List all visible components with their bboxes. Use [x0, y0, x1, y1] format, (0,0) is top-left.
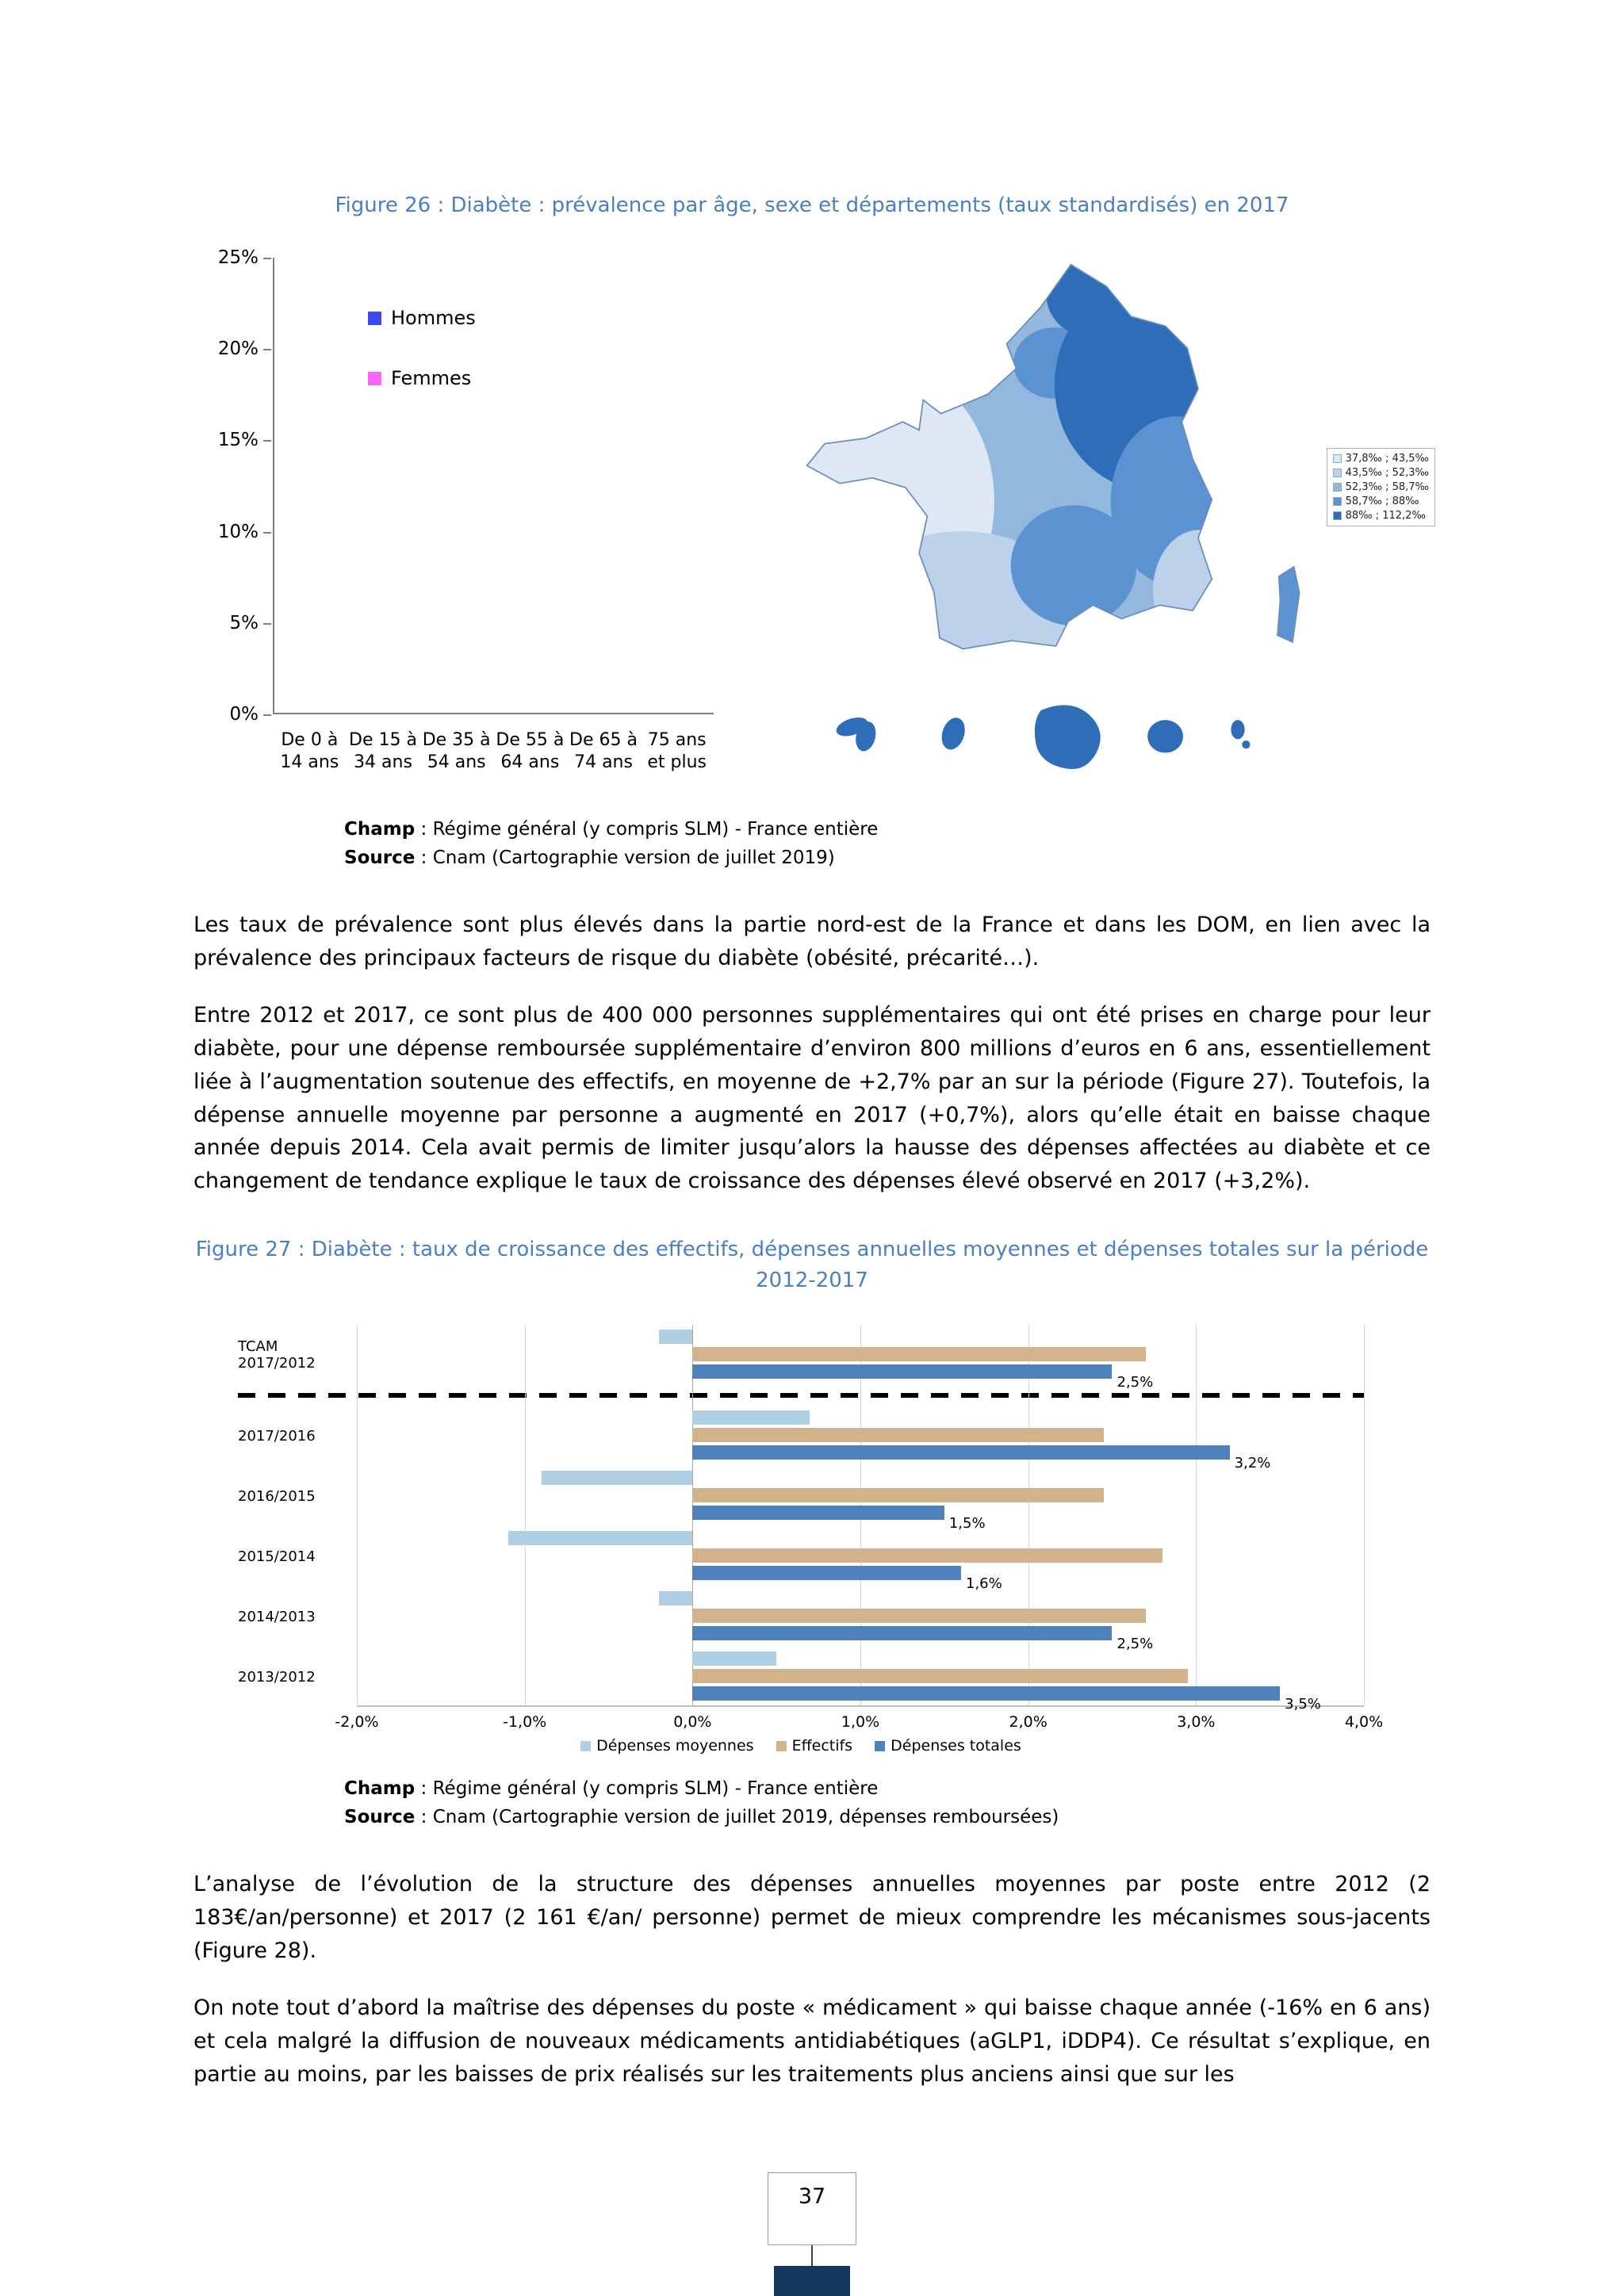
map-legend-swatch	[1333, 454, 1342, 463]
fig26-map	[717, 248, 1431, 795]
x-axis-tick: -1,0%	[503, 1713, 547, 1732]
x-axis-label: De 65 à 74 ans	[569, 729, 638, 773]
row-label: TCAM 2017/2012	[238, 1338, 316, 1372]
source-label: Source	[344, 1806, 416, 1827]
footer-connector-line	[811, 2245, 813, 2266]
x-axis-tick: 1,0%	[841, 1713, 880, 1732]
fig27-xaxis	[335, 1707, 1384, 1735]
y-axis-tick: 5%	[229, 612, 259, 633]
x-axis-tick: 0,0%	[673, 1713, 712, 1732]
x-axis-tick: 3,0%	[1177, 1713, 1216, 1732]
bar-effectifs	[692, 1669, 1187, 1683]
source-text: : Cnam (Cartographie version de juillet 2019)	[415, 847, 835, 868]
x-axis-label: De 0 à 14 ans	[280, 729, 339, 773]
fig26-bar-chart	[193, 248, 717, 795]
bar-dépenses-totales	[692, 1364, 1112, 1379]
bar-dépenses-moyennes	[542, 1471, 693, 1485]
legend-entry	[368, 367, 476, 389]
bar-dépenses-totales	[692, 1445, 1229, 1460]
page-number: 37	[798, 2184, 826, 2209]
data-label: 3,5%	[1285, 1696, 1321, 1713]
y-axis-tick: 25%	[217, 247, 259, 268]
map-legend-swatch	[1333, 497, 1342, 506]
map-legend-row	[1333, 467, 1429, 479]
source-line	[344, 844, 1431, 873]
champ-label: Champ	[344, 1778, 416, 1800]
bar-dépenses-moyennes	[659, 1591, 692, 1605]
bar-dépenses-moyennes	[508, 1531, 693, 1545]
france-mainland	[770, 254, 1251, 682]
legend-swatch	[580, 1741, 591, 1751]
legend-label: Hommes	[391, 307, 476, 329]
row-bars	[357, 1586, 1364, 1653]
footer-tab	[774, 2266, 850, 2296]
france-choropleth	[717, 248, 1431, 795]
bar-effectifs	[692, 1428, 1104, 1442]
legend-entry	[580, 1737, 753, 1755]
fig27-legend	[238, 1737, 1364, 1755]
row-label: 2017/2016	[238, 1427, 316, 1445]
map-legend-row	[1333, 481, 1429, 493]
map-legend-row	[1333, 453, 1429, 465]
data-label: 2,5%	[1116, 1374, 1154, 1391]
map-mayotte-2	[1242, 740, 1250, 748]
map-corsica	[1277, 567, 1300, 642]
body-paragraph-3: L’analyse de l’évolution de la structure des dépenses annuelles moyennes par poste entre 2012 (2 183€/an/personne) et 2017 (2 161 €/an/ personne) permet de mieux comprendre les mécanismes sous-jacents (Figure 28).	[193, 1872, 1431, 1963]
region-southeast-light	[1153, 530, 1246, 650]
fig26-note	[344, 816, 1431, 872]
map-martinique	[938, 714, 969, 752]
page-number-box	[768, 2172, 856, 2245]
body-paragraph-4: On note tout d’abord la maîtrise des dépenses du poste « médicament » qui baisse chaque année (-16% en 6 ans) et cela malgré la diffusion de nouveaux médicaments antidiabétiques (aGLP1, iDDP4). Ce résultat s’explique, en partie au moins, par les baisses de prix réalisés sur les traitements plus anciens ainsi que sur les	[193, 1995, 1431, 2087]
legend-label: Effectifs	[791, 1737, 853, 1755]
legend-label: Dépenses totales	[891, 1737, 1021, 1755]
fig27-plot	[238, 1325, 1364, 1713]
fig26-legend	[368, 307, 476, 389]
figure26-caption: Figure 26 : Diabète : prévalence par âge, sexe et départements (taux standardisés) en 2017	[335, 193, 1289, 217]
y-axis-tick: 0%	[229, 704, 259, 725]
legend-swatch	[368, 312, 381, 325]
map-dom	[834, 705, 1251, 769]
row-bars	[357, 1406, 1364, 1472]
map-legend-swatch	[1333, 511, 1342, 520]
row-label: 2016/2015	[238, 1487, 316, 1505]
bar-dépenses-moyennes	[692, 1651, 776, 1666]
y-axis-tick: 10%	[217, 521, 259, 542]
chart-row	[238, 1586, 1364, 1653]
figure27-caption: Figure 27 : Diabète : taux de croissance des effectifs, dépenses annuelles moyennes et dépenses totales sur la période 2012-2017	[195, 1238, 1429, 1293]
map-legend-row	[1333, 496, 1429, 507]
bar-effectifs	[692, 1609, 1146, 1623]
data-label: 3,2%	[1234, 1455, 1271, 1472]
champ-line	[344, 1775, 1431, 1804]
legend-entry	[368, 307, 476, 329]
x-axis-label: De 15 à 34 ans	[349, 729, 417, 773]
region-center-south	[1011, 505, 1137, 626]
chart-row	[238, 1406, 1364, 1472]
legend-label: Dépenses moyennes	[596, 1737, 754, 1755]
row-bars	[357, 1466, 1364, 1533]
x-axis-label: 75 ans et plus	[647, 729, 707, 773]
map-legend	[1327, 448, 1435, 526]
map-legend-row	[1333, 510, 1429, 522]
map-mayotte	[1231, 720, 1244, 739]
bar-dépenses-totales	[692, 1626, 1112, 1640]
body-paragraph-1: Les taux de prévalence sont plus élevés dans la partie nord-est de la France et dans les DOM, en lien avec la prévalence des principaux facteurs de risque du diabète (obésité, précarité…).	[193, 913, 1431, 971]
y-axis-tick: 20%	[217, 339, 259, 360]
chart-row	[238, 1647, 1364, 1713]
bar-effectifs	[692, 1488, 1104, 1502]
map-legend-label: 52,3‰ ; 58,7‰	[1345, 481, 1429, 493]
gridline	[1364, 1325, 1365, 1705]
row-bars	[357, 1325, 1364, 1391]
bar-dépenses-moyennes	[692, 1410, 810, 1425]
row-label: 2015/2014	[238, 1548, 316, 1565]
legend-swatch	[875, 1741, 885, 1751]
data-label: 2,5%	[1116, 1636, 1154, 1653]
chart-row	[238, 1526, 1364, 1593]
legend-entry	[875, 1737, 1021, 1755]
chart-row	[238, 1466, 1364, 1533]
body-paragraph-2: Entre 2012 et 2017, ce sont plus de 400 000 personnes supplémentaires qui ont été prises en charge pour leur diabète, pour une dépense remboursée supplémentaire d’environ 800 millions d’euros en 6 ans, essentiellement liée à l’augmentation soutenue des effectifs, en moyenne de +2,7% par an sur la période (Figure 27). Toutefois, la dépense annuelle moyenne par personne a augmenté en 2017 (+0,7%), alors qu’elle était en baisse chaque année depuis 2014. Cela avait permis de limiter jusqu’alors la hausse des dépenses affectées au diabète et ce changement de tendance explique le taux de croissance des dépenses élevé observé en 2017 (+3,2%).	[193, 1002, 1431, 1194]
bar-dépenses-totales	[692, 1506, 944, 1520]
figure26	[193, 248, 1431, 795]
legend-label: Femmes	[391, 367, 472, 389]
legend-entry	[776, 1737, 853, 1755]
map-legend-label: 37,8‰ ; 43,5‰	[1345, 453, 1429, 465]
map-legend-label: 58,7‰ ; 88‰	[1345, 496, 1419, 507]
bar-effectifs	[692, 1347, 1146, 1361]
champ-text: : Régime général (y compris SLM) - France entière	[415, 819, 879, 840]
row-bars	[357, 1526, 1364, 1593]
fig26-xlabels	[273, 729, 714, 775]
y-axis-tick: 15%	[217, 430, 259, 451]
legend-swatch	[776, 1741, 787, 1751]
legend-swatch	[368, 372, 381, 385]
row-label: 2013/2012	[238, 1668, 316, 1686]
bar-dépenses-totales	[692, 1566, 961, 1580]
x-axis-label: De 35 à 54 ans	[422, 729, 491, 773]
bar-dépenses-moyennes	[659, 1330, 692, 1344]
data-label: 1,6%	[966, 1575, 1002, 1593]
row-label: 2014/2013	[238, 1608, 316, 1625]
map-legend-label: 43,5‰ ; 52,3‰	[1345, 467, 1429, 479]
x-axis-label: De 55 à 64 ans	[496, 729, 565, 773]
fig27-note	[344, 1775, 1431, 1831]
champ-text: : Régime général (y compris SLM) - France entière	[415, 1778, 879, 1800]
figure27-chart	[238, 1325, 1384, 1755]
map-guyane	[1035, 705, 1101, 769]
page-footer	[768, 2172, 856, 2296]
source-line	[344, 1804, 1431, 1832]
fig26-plot	[273, 258, 714, 714]
x-axis-tick: -2,0%	[335, 1713, 379, 1732]
map-legend-swatch	[1333, 469, 1342, 477]
x-axis-tick: 2,0%	[1009, 1713, 1048, 1732]
map-reunion	[1147, 720, 1183, 752]
map-legend-swatch	[1333, 483, 1342, 492]
data-label: 1,5%	[948, 1515, 986, 1533]
champ-line	[344, 816, 1431, 844]
fig26-yaxis	[193, 247, 273, 725]
source-label: Source	[344, 847, 416, 868]
bar-dépenses-totales	[692, 1686, 1280, 1701]
bar-effectifs	[692, 1548, 1162, 1563]
chart-row	[238, 1325, 1364, 1391]
map-legend-label: 88‰ ; 112,2‰	[1345, 510, 1426, 522]
champ-label: Champ	[344, 819, 416, 840]
x-axis-tick: 4,0%	[1344, 1713, 1384, 1732]
source-text: : Cnam (Cartographie version de juillet 2019, dépenses remboursées)	[415, 1806, 1059, 1827]
fig27-rows	[238, 1325, 1364, 1713]
row-bars	[357, 1647, 1364, 1713]
